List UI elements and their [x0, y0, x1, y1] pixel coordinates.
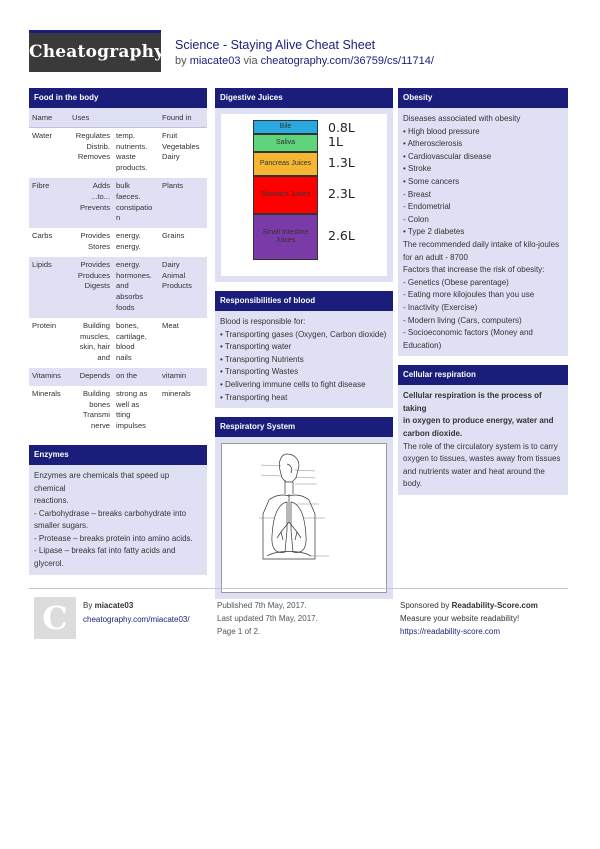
text-line: oxygen to tissues, wastes away from tissues [403, 454, 561, 464]
food-detail-cell [113, 127, 159, 178]
col-header-name: Name [29, 108, 69, 127]
text-line: The role of the circulatory system is to carry [403, 441, 558, 451]
juice-bar-4: Small Intestine Juices [253, 214, 318, 260]
byline-via: via [243, 55, 258, 67]
cellular-respiration-section [398, 365, 568, 495]
cheatography-logo[interactable]: Cheatography [29, 30, 161, 72]
text-line: - Breast [403, 189, 432, 199]
text-line: and nutrients water and heat around the body. [403, 466, 545, 489]
food-detail-cell-line: foods [116, 302, 135, 312]
food-detail-cell [113, 318, 159, 368]
juice-volume-3: 2.3L [328, 186, 355, 201]
table-row [29, 228, 207, 257]
food-detail-cell-line: and [116, 281, 129, 291]
text-line: • Transporting heat [220, 392, 288, 402]
food-found-cell-line: Vegetables [162, 141, 200, 151]
food-detail-cell [113, 178, 159, 228]
food-detail-cell-line: products. [116, 163, 148, 173]
text-line: The recommended daily intake of kilo-joules [403, 239, 560, 249]
table-row [29, 318, 207, 368]
food-found-cell [159, 318, 207, 368]
page-footer [29, 588, 568, 646]
text-line: • Type 2 diabetes [403, 227, 465, 237]
enzymes-section [29, 445, 207, 575]
text-line: - Inactivity (Exercise) [403, 302, 478, 312]
respiratory-diagram-image [221, 443, 387, 593]
food-table [29, 108, 207, 436]
food-detail-cell-line: energy. [116, 231, 141, 241]
col-header-uses: Uses [69, 108, 113, 127]
food-detail-cell [113, 368, 159, 386]
text-line: for an adult - 8700 [403, 252, 468, 262]
food-detail-cell-line: well as [116, 399, 140, 409]
col-header-detail [113, 108, 159, 127]
food-detail-cell-line: blood [116, 342, 135, 352]
text-line: • Transporting Nutrients [220, 354, 304, 364]
food-detail-cell-line: hormones. [116, 270, 152, 280]
food-name-cell: Lipids [29, 257, 69, 318]
footer-sponsor-name[interactable]: Readability-Score.com [451, 601, 538, 610]
enzymes-body [29, 465, 207, 575]
author-avatar[interactable]: C [34, 597, 76, 639]
juice-bar-0: Bile [253, 120, 318, 134]
food-name-cell: Fibre [29, 178, 69, 228]
text-line: - Colon [403, 214, 429, 224]
food-uses-cell-line: Distrib. [86, 141, 110, 151]
food-uses-cell-line: ...to... [91, 191, 110, 201]
food-uses-cell-line: Building [82, 320, 110, 330]
food-detail-cell-line: energy. [116, 259, 141, 269]
food-detail-cell-line: n [116, 213, 121, 223]
food-uses-cell [69, 257, 113, 318]
food-name-cell: Vitamins [29, 368, 69, 386]
text-line: • Cardiovascular disease [403, 151, 492, 161]
cellular-respiration-title: Cellular respiration [398, 365, 568, 385]
col-header-found-in: Found in [159, 108, 207, 127]
food-found-cell-line: Grains [162, 231, 185, 241]
digestive-juices-title: Digestive Juices [215, 88, 393, 108]
food-detail-cell-line: energy. [116, 241, 141, 251]
food-uses-cell-line: Provides [80, 231, 110, 241]
text-line: - Genetics (Obese parentage) [403, 277, 509, 287]
food-found-cell [159, 368, 207, 386]
footer-page-number: Page 1 of 2. [217, 627, 261, 636]
food-found-cell-line: Dairy [162, 259, 180, 269]
food-detail-cell-line: bones, [116, 320, 139, 330]
table-row [29, 368, 207, 386]
juice-volume-1: 1L [328, 134, 343, 149]
table-row [29, 127, 207, 178]
text-line: • Delivering immune cells to fight disease [220, 379, 366, 389]
food-found-cell-line: Products [162, 281, 192, 291]
food-uses-cell-line: muscles, [80, 331, 110, 341]
food-detail-cell-line: absorbs [116, 292, 144, 302]
food-detail-cell-line: bulk [116, 180, 130, 190]
byline [175, 55, 434, 67]
text-line: - Protease – breaks protein into amino acids. [34, 533, 193, 543]
text-line: Education) [403, 340, 442, 350]
byline-by: by [175, 55, 187, 67]
text-line: - Eating more kilojoules than you use [403, 290, 535, 300]
food-uses-cell-line: nerve [91, 421, 110, 431]
footer-by-label: By [83, 601, 93, 610]
author-link[interactable]: miacate03 [189, 55, 241, 67]
sheet-url-link[interactable]: cheatography.com/36759/cs/11714/ [260, 55, 434, 67]
text-line: reactions. [34, 496, 69, 506]
text-line: in oxygen to produce energy, water and [403, 416, 554, 426]
food-uses-cell-line: Building [82, 388, 110, 398]
text-line: Cellular respiration is the process of taking [403, 391, 542, 413]
food-detail-cell-line: nails [116, 353, 132, 363]
text-line: smaller sugars. [34, 521, 89, 531]
food-uses-cell [69, 127, 113, 178]
footer-author-name[interactable]: miacate03 [94, 601, 134, 610]
food-uses-cell-line: Removes [77, 152, 110, 162]
table-row [29, 386, 207, 436]
food-uses-cell [69, 386, 113, 436]
food-found-cell-line: Plants [162, 180, 184, 190]
food-uses-cell [69, 318, 113, 368]
food-table-body [29, 127, 207, 436]
page-title: Science - Staying Alive Cheat Sheet [175, 38, 376, 52]
text-line: • Transporting water [220, 342, 292, 352]
food-found-cell-line: Fruit [162, 130, 178, 140]
food-found-cell-line: Dairy [162, 152, 180, 162]
text-line: • Atherosclerosis [403, 139, 463, 149]
text-line: Factors that increase the risk of obesity: [403, 265, 545, 275]
column-2 [215, 88, 393, 608]
text-line: • High blood pressure [403, 126, 480, 136]
blood-body [215, 311, 393, 408]
text-line: Blood is responsible for: [220, 317, 306, 326]
food-uses-cell-line: skin, hair [79, 342, 110, 352]
food-uses-cell-line: Depends [79, 370, 110, 380]
text-line: Diseases associated with obesity [403, 114, 521, 123]
food-found-cell-line: Meat [162, 320, 179, 330]
food-uses-cell [69, 178, 113, 228]
blood-section [215, 291, 393, 408]
digestive-juices-section [215, 88, 393, 282]
food-found-cell-line: Animal [162, 270, 186, 280]
food-uses-cell-line: Transmi [82, 410, 110, 420]
food-uses-cell-line: Digests [84, 281, 110, 291]
enzymes-section-title: Enzymes [29, 445, 207, 465]
column-3 [398, 88, 568, 504]
food-detail-cell-line: faeces. [116, 191, 141, 201]
text-line: • Transporting Wastes [220, 367, 299, 377]
juice-volume-2: 1.3L [328, 155, 355, 170]
food-detail-cell-line: nutrients. [116, 141, 148, 151]
footer-updated: Last updated 7th May, 2017. [217, 614, 318, 623]
obesity-section [398, 88, 568, 356]
food-detail-cell [113, 386, 159, 436]
respiratory-section [215, 417, 393, 599]
food-uses-cell [69, 228, 113, 257]
text-line: - Socioeconomic factors (Money and [403, 328, 533, 338]
text-line: • Transporting gases (Oxygen, Carbon dioxide) [220, 329, 387, 339]
footer-sponsor-url[interactable]: https://readability-score.com [400, 627, 501, 636]
food-detail-cell-line: temp. [116, 130, 135, 140]
food-uses-cell-line: and [97, 353, 110, 363]
food-detail-cell-line: cartilage, [116, 331, 147, 341]
food-found-cell [159, 386, 207, 436]
food-detail-cell-line: constipatio [116, 202, 153, 212]
respiratory-section-title: Respiratory System [215, 417, 393, 437]
food-name-cell: Water [29, 127, 69, 178]
footer-published: Published 7th May, 2017. [217, 601, 307, 610]
table-row [29, 178, 207, 228]
food-uses-cell-line: Adds [92, 180, 110, 190]
juice-bar-1: Saliva [253, 134, 318, 152]
text-line: - Modern living (Cars, computers) [403, 315, 522, 325]
footer-author-url[interactable]: cheatography.com/miacate03/ [83, 615, 190, 624]
footer-sponsor [400, 599, 538, 638]
food-uses-cell-line: Prevents [80, 202, 110, 212]
food-found-cell-line: minerals [162, 388, 191, 398]
text-line: • Some cancers [403, 176, 460, 186]
digestive-juices-image [221, 114, 387, 276]
column-1 [29, 88, 207, 584]
food-uses-cell [69, 368, 113, 386]
juice-volume-4: 2.6L [328, 228, 355, 243]
food-uses-cell-line: Regulates [75, 130, 110, 140]
food-uses-cell-line: Stores [88, 241, 110, 251]
food-uses-cell-line: bones [89, 399, 110, 409]
food-detail-cell-line: strong as [116, 388, 148, 398]
food-section-title: Food in the body [29, 88, 207, 108]
food-detail-cell-line: waste [116, 152, 136, 162]
text-line: Enzymes are chemicals that speed up chemical [34, 470, 170, 493]
obesity-section-title: Obesity [398, 88, 568, 108]
obesity-body [398, 108, 568, 356]
text-line: - Carbohydrase – breaks carbohydrate into [34, 508, 187, 518]
juice-bar-2: Pancreas Juices [253, 152, 318, 176]
text-line: - Lipase – breaks fat into fatty acids and glycerol. [34, 546, 176, 569]
footer-sponsored-prefix: Sponsored by [400, 601, 450, 610]
juice-bar-3: Stomach Juices [253, 176, 318, 214]
food-uses-cell-line: Provides [80, 259, 110, 269]
table-row [29, 257, 207, 318]
food-found-cell [159, 257, 207, 318]
food-found-cell [159, 178, 207, 228]
food-found-cell-line: vitamin [162, 370, 187, 380]
food-name-cell: Carbs [29, 228, 69, 257]
food-detail-cell-line: impulses [116, 421, 146, 431]
text-line: - Endometrial [403, 202, 451, 212]
footer-sponsor-tagline: Measure your website readability! [400, 614, 520, 623]
food-detail-cell [113, 228, 159, 257]
food-name-cell: Protein [29, 318, 69, 368]
food-detail-cell [113, 257, 159, 318]
food-found-cell [159, 127, 207, 178]
footer-author [83, 599, 190, 627]
text-line: • Stroke [403, 164, 432, 174]
cellular-respiration-body [398, 385, 568, 495]
food-uses-cell-line: Produces [77, 270, 110, 280]
food-found-cell [159, 228, 207, 257]
food-section [29, 88, 207, 436]
food-detail-cell-line: on the [116, 370, 138, 380]
text-line: carbon dioxide. [403, 429, 463, 439]
juice-volume-0: 0.8L [328, 120, 355, 135]
food-detail-cell-line: tting [116, 410, 131, 420]
footer-publication-info [217, 599, 318, 638]
food-name-cell: Minerals [29, 386, 69, 436]
respiratory-illustration [222, 444, 386, 592]
blood-section-title: Responsibilities of blood [215, 291, 393, 311]
